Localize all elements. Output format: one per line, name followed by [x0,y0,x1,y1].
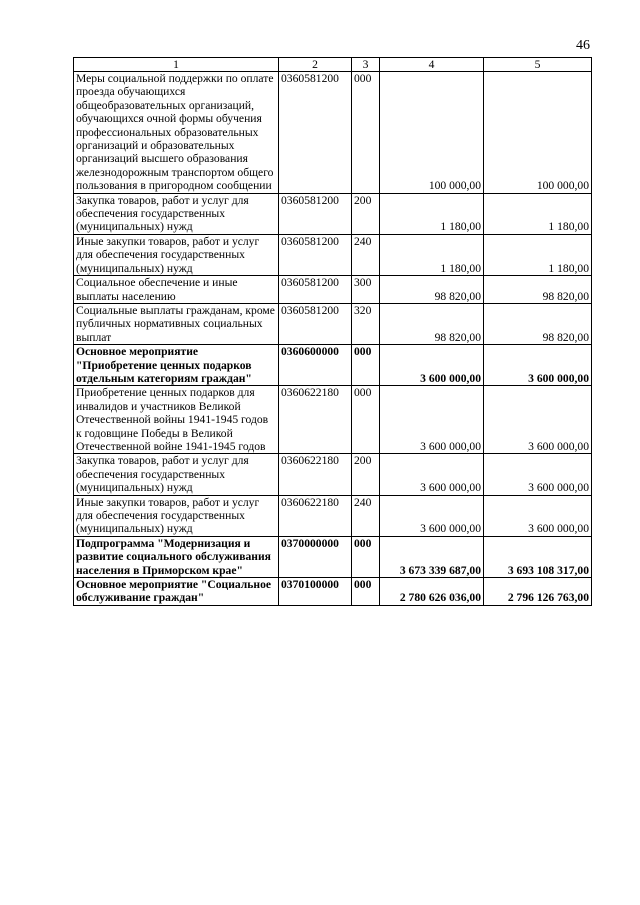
column-header-2: 2 [279,58,352,72]
column-header-5: 5 [484,58,592,72]
target-article-code-cell: 0360581200 [279,303,352,344]
table-body [74,72,592,606]
amount-year-2-cell: 3 600 000,00 [484,386,592,454]
expense-type-cell: 240 [352,234,380,275]
table-row [74,578,592,606]
column-header-3: 3 [352,58,380,72]
amount-year-1-cell: 3 673 339 687,00 [380,536,484,577]
target-article-code-cell: 0370100000 [279,578,352,606]
amount-year-2-cell: 2 796 126 763,00 [484,578,592,606]
column-header-1: 1 [74,58,279,72]
amount-year-2-cell: 98 820,00 [484,276,592,304]
amount-year-1-cell: 98 820,00 [380,303,484,344]
amount-year-2-cell: 3 600 000,00 [484,495,592,536]
table-row [74,454,592,495]
table-row [74,303,592,344]
expense-type-cell: 320 [352,303,380,344]
expense-name-cell: Социальные выплаты гражданам, кроме публичных нормативных социальных выплат [74,303,279,344]
expense-type-cell: 200 [352,454,380,495]
target-article-code-cell: 0360622180 [279,495,352,536]
expense-name-cell: Основное мероприятие "Социальное обслуживание граждан" [74,578,279,606]
target-article-code-cell: 0360622180 [279,386,352,454]
page-number: 46 [576,38,590,53]
budget-table [73,57,592,606]
header-row [74,58,592,72]
table-row [74,495,592,536]
target-article-code-cell: 0360600000 [279,345,352,386]
amount-year-1-cell: 3 600 000,00 [380,386,484,454]
amount-year-1-cell: 100 000,00 [380,72,484,194]
expense-type-cell: 200 [352,193,380,234]
expense-type-cell: 000 [352,578,380,606]
target-article-code-cell: 0360581200 [279,72,352,194]
amount-year-2-cell: 3 693 108 317,00 [484,536,592,577]
table-row [74,276,592,304]
table-row [74,536,592,577]
amount-year-1-cell: 1 180,00 [380,234,484,275]
expense-name-cell: Меры социальной поддержки по оплате проезда обучающихся общеобразовательных организаций, обучающихся очной формы обучения профессиональных образовательных организаций и образовательных организаций высшего образования железнодорожным транспортом общего пользования в пригородном сообщении [74,72,279,194]
target-article-code-cell: 0360622180 [279,454,352,495]
expense-name-cell: Закупка товаров, работ и услуг для обеспечения государственных (муниципальных) нужд [74,454,279,495]
column-header-4: 4 [380,58,484,72]
amount-year-1-cell: 98 820,00 [380,276,484,304]
expense-type-cell: 000 [352,536,380,577]
expense-name-cell: Подпрограмма "Модернизация и развитие социального обслуживания населения в Приморском крае" [74,536,279,577]
amount-year-2-cell: 1 180,00 [484,234,592,275]
table-row [74,234,592,275]
expense-type-cell: 240 [352,495,380,536]
amount-year-1-cell: 3 600 000,00 [380,454,484,495]
expense-type-cell: 300 [352,276,380,304]
amount-year-1-cell: 3 600 000,00 [380,495,484,536]
amount-year-2-cell: 1 180,00 [484,193,592,234]
expense-name-cell: Основное мероприятие "Приобретение ценных подарков отдельным категориям граждан" [74,345,279,386]
expense-type-cell: 000 [352,386,380,454]
amount-year-2-cell: 100 000,00 [484,72,592,194]
target-article-code-cell: 0370000000 [279,536,352,577]
target-article-code-cell: 0360581200 [279,193,352,234]
amount-year-1-cell: 2 780 626 036,00 [380,578,484,606]
expense-name-cell: Закупка товаров, работ и услуг для обеспечения государственных (муниципальных) нужд [74,193,279,234]
expense-name-cell: Иные закупки товаров, работ и услуг для обеспечения государственных (муниципальных) нужд [74,234,279,275]
expense-name-cell: Иные закупки товаров, работ и услуг для обеспечения государственных (муниципальных) нужд [74,495,279,536]
expense-type-cell: 000 [352,345,380,386]
target-article-code-cell: 0360581200 [279,276,352,304]
expense-name-cell: Социальное обеспечение и иные выплаты населению [74,276,279,304]
amount-year-2-cell: 3 600 000,00 [484,454,592,495]
table-row [74,193,592,234]
amount-year-2-cell: 98 820,00 [484,303,592,344]
expense-name-cell: Приобретение ценных подарков для инвалидов и участников Великой Отечественной войны 1941-1945 годов к годовщине Победы в Великой Отечественной войне 1941-1945 годов [74,386,279,454]
table-row [74,345,592,386]
amount-year-1-cell: 3 600 000,00 [380,345,484,386]
table-row [74,386,592,454]
target-article-code-cell: 0360581200 [279,234,352,275]
expense-type-cell: 000 [352,72,380,194]
amount-year-2-cell: 3 600 000,00 [484,345,592,386]
amount-year-1-cell: 1 180,00 [380,193,484,234]
table-row [74,72,592,194]
